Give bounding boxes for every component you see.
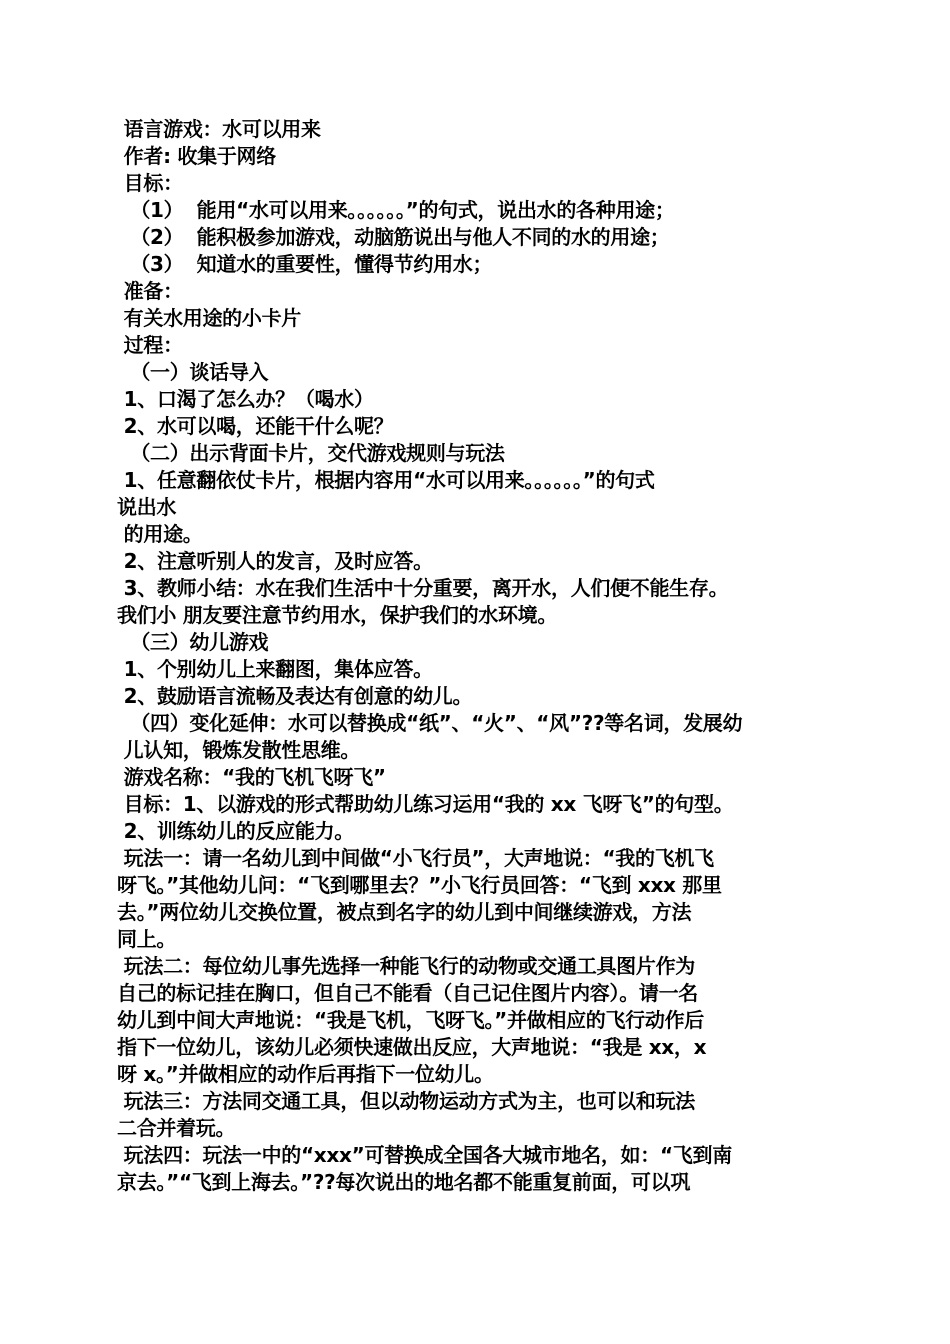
- document-body: [117, 116, 837, 1196]
- author-line: 作者: 收集于网络: [117, 144, 276, 168]
- play-4-line: 玩法四：玩法一中的“xxx”可替换成全国各大城市地名，如：“飞到南: [117, 1143, 732, 1167]
- goal-item-2: （2） 能积极参加游戏，动脑筋说出与他人不同的水的用途；: [117, 225, 670, 249]
- text-line: 京去。”“飞到上海去。”??每次说出的地名都不能重复前面，可以巩: [117, 1170, 691, 1194]
- text-line: 去。”两位幼儿交换位置，被点到名字的幼儿到中间继续游戏，方法: [117, 900, 692, 924]
- goal-item-1: （1） 能用“水可以用来。。。。。。”的句式，说出水的各种用途；: [117, 198, 675, 222]
- text-line: 二合并着玩。: [117, 1116, 236, 1140]
- text-line: 2、鼓励语言流畅及表达有创意的幼儿。: [117, 684, 473, 708]
- text-line: 2、注意听别人的发言，及时应答。: [117, 549, 433, 573]
- text-line: 1、任意翻依仗卡片，根据内容用“水可以用来。。。。。。”的句式: [117, 468, 655, 492]
- text-line: 3、教师小结：水在我们生活中十分重要，离开水，人们便不能生存。: [117, 576, 729, 600]
- prep-heading: 准备：: [117, 279, 183, 303]
- game-name-line: 游戏名称：“我的飞机飞呀飞”: [117, 765, 386, 789]
- text-line: 目标：1、以游戏的形式帮助幼儿练习运用“我的 xx 飞呀飞”的句型。: [117, 792, 734, 816]
- text-line: 儿认知，锻炼发散性思维。: [117, 738, 361, 762]
- text-line: 1、口渴了怎么办？（喝水）: [117, 387, 374, 411]
- text-line: 的用途。: [117, 522, 203, 546]
- text-line: 2、训练幼儿的反应能力。: [117, 819, 354, 843]
- prep-text: 有关水用途的小卡片: [117, 306, 301, 330]
- section-4-heading: （四）变化延伸：水可以替换成“纸”、“火”、“风”??等名词，发展幼: [117, 711, 743, 735]
- section-2-heading: （二）出示背面卡片，交代游戏规则与玩法: [117, 441, 505, 465]
- title-line: 语言游戏：水可以用来: [117, 117, 321, 141]
- text-line: 呀飞。”其他幼儿问：“飞到哪里去？”小飞行员回答：“飞到 xxx 那里: [117, 873, 722, 897]
- text-line: 我们小 朋友要注意节约用水，保护我们的水环境。: [117, 603, 558, 627]
- text-line: 同上。: [117, 927, 177, 951]
- text-line: 指下一位幼儿，该幼儿必须快速做出反应，大声地说：“我是 xx，x: [117, 1035, 707, 1059]
- text-line: 1、个别幼儿上来翻图，集体应答。: [117, 657, 433, 681]
- play-3-line: 玩法三：方法同交通工具，但以动物运动方式为主，也可以和玩法: [117, 1089, 695, 1113]
- play-1-line: 玩法一：请一名幼儿到中间做“小飞行员”，大声地说：“我的飞机飞: [117, 846, 714, 870]
- text-line: 2、水可以喝，还能干什么呢？: [117, 414, 394, 438]
- text-line: 呀 x。”并做相应的动作后再指下一位幼儿。: [117, 1062, 494, 1086]
- text-line: 说出水: [117, 495, 177, 519]
- text-line: 幼儿到中间大声地说：“我是飞机，飞呀飞。”并做相应的飞行动作后: [117, 1008, 704, 1032]
- text-line: 自己的标记挂在胸口，但自己不能看（自己记住图片内容）。请一名: [117, 981, 698, 1005]
- goal-heading: 目标：: [117, 171, 183, 195]
- section-1-heading: （一）谈话导入: [117, 360, 269, 384]
- section-3-heading: （三）幼儿游戏: [117, 630, 269, 654]
- goal-item-3: （3） 知道水的重要性，懂得节约用水；: [117, 252, 493, 276]
- play-2-line: 玩法二：每位幼儿事先选择一种能飞行的动物或交通工具图片作为: [117, 954, 695, 978]
- process-heading: 过程：: [117, 333, 183, 357]
